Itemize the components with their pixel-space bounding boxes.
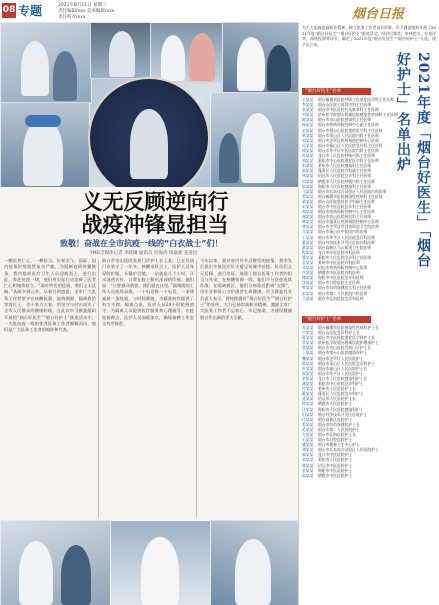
person-affiliation: 烟台市长岛综合试验区人民医院内科医师 xyxy=(318,188,387,194)
person-name: 王某某 xyxy=(302,97,314,102)
bottom-photo-strip xyxy=(0,520,298,605)
list-item xyxy=(302,296,438,301)
photo-collage xyxy=(0,22,298,187)
person-name: 程某某 xyxy=(302,249,314,255)
person-affiliation: 烟台市第二人民医院内科医师 xyxy=(318,290,368,296)
person-affiliation: 烟台市疾病预防控制中心副主任医师 xyxy=(318,122,379,128)
person-name: 林某某 xyxy=(302,173,314,179)
person-affiliation: 莱阳市人民医院急诊科主任医师 xyxy=(318,254,372,260)
person-affiliation: 烟台市北海医院护士长 xyxy=(318,431,356,437)
article-column-2 xyxy=(102,258,194,520)
nurses-list xyxy=(302,325,438,603)
person-affiliation: 烟台市牟平区人民医院护士 xyxy=(318,370,364,376)
person-affiliation: 海阳市中医医院护士 xyxy=(318,467,353,473)
subheadline: 致敬！奋战在全市抗疫一线的“白衣战士”们！ xyxy=(60,239,223,248)
person-name: 杨某某 xyxy=(302,122,314,128)
meta-line: 2021年8月11日 星期三 xyxy=(58,3,107,8)
person-affiliation: 海阳市中医医院急诊科医师 xyxy=(318,275,364,281)
person-name: 曹某某 xyxy=(302,254,314,260)
person-name: 于某某 xyxy=(302,234,314,240)
person-name: 蒋某某 xyxy=(302,335,314,341)
person-affiliation: 烟台市福山区中医院内科医师 xyxy=(318,229,368,235)
person-name: 傅某某 xyxy=(302,275,314,281)
person-name: 苏某某 xyxy=(302,325,314,330)
person-name: 戴某某 xyxy=(302,391,314,397)
person-name: 范某某 xyxy=(302,426,314,432)
person-name: 郑某某 xyxy=(302,209,314,215)
person-affiliation: 招远市中医医院护士 xyxy=(318,462,353,468)
person-name: 方某某 xyxy=(302,431,314,437)
person-affiliation: 烟台市精神卫生中心护士 xyxy=(318,442,360,448)
person-affiliation: 烟台市长岛综合试验区人民医院护士 xyxy=(318,447,379,453)
person-name: 赵某某 xyxy=(302,127,314,133)
person-affiliation: 烟台市烟台山医院感染科护士 xyxy=(318,350,368,356)
person-name: 姜某某 xyxy=(302,421,314,427)
person-affiliation: 烟台市芝罘区世回尧街道卫生院医师 xyxy=(318,224,379,230)
person-affiliation: 莱阳市中心医院急诊科护士 xyxy=(318,381,364,387)
person-affiliation: 海阳市人民医院感染科主任医师 xyxy=(318,183,372,189)
photo-nurse-blue-cap xyxy=(0,102,90,187)
photo-swab-sampling xyxy=(0,22,92,104)
person-affiliation: 栖霞市中医医院护士 xyxy=(318,472,353,478)
person-affiliation: 莱州市人民医院护士长 xyxy=(318,386,356,392)
section-number: 08 xyxy=(2,3,16,18)
person-name: 邓某某 xyxy=(302,265,314,271)
person-affiliation: 烟台毓璜顶医院感染性疾病科护士长 xyxy=(318,325,379,330)
person-name: 胡某某 xyxy=(302,158,314,164)
person-affiliation: 海阳市人民医院感染科护士 xyxy=(318,406,364,412)
article-text: 烟台市奇山医院发热门诊护士长王某，已在发热门诊坚守了一年多。核酸采样点上，医护人员身穿防护服，头戴护目镜，一站就是几个小时，汗水湿透衣衫，口罩在脸上勒出深深的印痕。他们说：“只要群众需要，我们就在这里。”流调组的工作人员连续奋战，一个电话接一个电话，一条线索接一条线索，与时间赛跑，为精准防控提供了有力支撑。隔离点里，医护人员24小时轮班值守，为隔离人员提供医疗服务和心理疏导。在疫苗接种点，医护人员加班加点，确保接种工作安全有序推进。 xyxy=(102,258,194,326)
newspaper-logo: 烟台日报 xyxy=(352,7,405,22)
person-affiliation: 烟台经济技术开发区医院护士 xyxy=(318,411,368,417)
person-name: 韩某某 xyxy=(302,219,314,225)
person-name: 谭某某 xyxy=(302,447,314,453)
person-name: 陆某某 xyxy=(302,472,314,478)
column-divider xyxy=(196,260,197,518)
headline-line-2: 战疫冲锋显担当 xyxy=(81,212,229,237)
photo-circle-inset xyxy=(88,77,210,187)
person-affiliation: 招远市人民医院护士长 xyxy=(318,396,356,402)
person-affiliation: 烟台市妇幼保健院护士长 xyxy=(318,421,360,427)
section-name: 专题 xyxy=(18,4,43,18)
person-affiliation: 莱阳市人民医院护士 xyxy=(318,457,353,463)
list-item xyxy=(302,473,438,478)
person-affiliation: 烟台市疾病预防控制中心主任医师 xyxy=(318,209,375,215)
person-name: 刘某某 xyxy=(302,112,314,118)
person-name: 何某某 xyxy=(302,178,314,184)
person-affiliation: 烟台市牟平区中医医院内科主任医师 xyxy=(318,147,379,153)
person-name: 汪某某 xyxy=(302,406,314,412)
article-text: 今年以来，面对省内外多点散发的疫情，我市先后派出多批医疗队支援兄弟城市抗疫。队员们义无反顾、逆行出征，展现了烟台医务工作者的担当与风采。在核酸检测一线，他们不分昼夜连续作战；在隔离病区，他们与病毒近距离“交锋”，用专业和爱心守护患者生命健康。市卫健委有关负责人表示，将持续做好“烟台好医生”“烟台好护士”的宣传，大力弘扬崇高职业精神，激励全市广大医务工作者不忘初心、牢记使命，为建设健康烟台作出新的更大贡献。 xyxy=(200,258,292,320)
photo-sampling-booth xyxy=(0,520,112,605)
photo-vaccination xyxy=(222,22,298,94)
person-name: 吕某某 xyxy=(302,295,314,301)
person-name: 张某某 xyxy=(302,107,314,113)
person-affiliation: 栖霞市人民医院护士 xyxy=(318,401,353,407)
person-name: 袁某某 xyxy=(302,260,314,265)
person-affiliation: 莱州市人民医院感染科主任医师 xyxy=(318,163,372,169)
person-name: 余某某 xyxy=(302,375,314,381)
nurses-list-header: “烟台好护士”名单 xyxy=(302,316,371,323)
person-affiliation: 莱阳市中心医院重症医学科主任医师 xyxy=(318,158,379,164)
person-affiliation: 烟台市奇山医院发热门诊护士长 xyxy=(318,345,372,351)
person-affiliation: 烟台市口腔医院主任医师 xyxy=(318,280,360,286)
photo-lab-work xyxy=(110,520,212,605)
person-name: 叶某某 xyxy=(302,365,314,371)
person-name: 姚某某 xyxy=(302,442,314,448)
doctors-list xyxy=(302,97,438,312)
person-affiliation: 烟台毓璜顶医院感染性疾病科主任医师 xyxy=(318,193,383,199)
person-affiliation: 烟台市芝罘区疾病预防控制中心医师 xyxy=(318,137,379,143)
person-affiliation: 烟台市烟台山医院重症医学科主任医师 xyxy=(318,127,383,133)
photo-test-tubes xyxy=(210,92,298,187)
person-name: 沈某某 xyxy=(302,280,314,286)
person-affiliation: 滨州医学院烟台附属医院护理部护士 xyxy=(318,340,379,346)
person-affiliation: 烟台高新区马山街道卫生院医师 xyxy=(318,244,372,250)
person-affiliation: 龙口市中医医院护士 xyxy=(318,452,353,458)
photo-nurses xyxy=(150,22,224,84)
person-affiliation: 烟台市奇山医院检验科主任技师 xyxy=(318,214,372,220)
headline-line-1: 义无反顾逆向行 xyxy=(81,189,229,214)
person-name: 冯某某 xyxy=(302,229,314,235)
person-name: 孙某某 xyxy=(302,153,314,159)
person-affiliation: 烟台经济技术开发区医院内科医师 xyxy=(318,239,375,245)
person-name: 朱某某 xyxy=(302,163,314,169)
list-intro: 为大力弘扬崇高职业精神，树立医务工作者良好形象，市卫健委组织开展了2021年度“烟台好医生”“烟台好护士”推选活动。经层层推荐、审核把关、专家评审、网络投票等环节，确定了2021年度“烟台好医生”“烟台好护士”人选，现予以公布。 xyxy=(302,25,436,47)
person-name: 唐某某 xyxy=(302,224,314,230)
person-name: 卢某某 xyxy=(302,330,314,336)
person-affiliation: 烟台市北海医院急诊科医师 xyxy=(318,295,364,301)
person-name: 贾某某 xyxy=(302,345,314,351)
person-affiliation: 烟台高新区医院护士 xyxy=(318,416,353,422)
article-column-3 xyxy=(200,258,292,520)
person-name: 夏某某 xyxy=(302,396,314,402)
person-affiliation: 烟台市第二人民医院护士 xyxy=(318,426,360,432)
person-affiliation: 龙口市人民医院呼吸内科主任医师 xyxy=(318,153,375,159)
person-affiliation: 烟台市妇幼保健院儿科主任医师 xyxy=(318,285,372,291)
photo-protective-suit xyxy=(210,520,298,605)
person-name: 高某某 xyxy=(302,168,314,174)
person-name: 梁某某 xyxy=(302,198,314,204)
person-affiliation: 栖霞市中医医院内科医师 xyxy=(318,270,360,276)
doctors-list-header: “烟台好医生”名单 xyxy=(302,88,371,95)
article-column-1 xyxy=(4,258,96,520)
person-name: 黄某某 xyxy=(302,132,314,138)
person-name: 萧某某 xyxy=(302,244,314,250)
person-affiliation: 招远市人民医院急诊科主任医师 xyxy=(318,173,372,179)
person-affiliation: 烟台毓璜顶医院呼吸与危重症医学科主任医师 xyxy=(318,97,394,102)
person-affiliation: 烟台山医院重症医学科副主任医师 xyxy=(318,198,375,204)
main-headline xyxy=(10,190,300,236)
byline: YMG全媒体记者 李晓琳 通讯员 宫海涛 周嘉惠 姜清昌 xyxy=(90,251,198,256)
person-affiliation: 龙口市中医医院内科医师 xyxy=(318,249,360,255)
person-name: 宋某某 xyxy=(302,203,314,209)
person-affiliation: 烟台市莱山区人民医院内科主任医师 xyxy=(318,132,379,138)
person-name: 许某某 xyxy=(302,270,314,276)
person-name: 李某某 xyxy=(302,102,314,108)
person-name: 杜某某 xyxy=(302,386,314,392)
column-divider xyxy=(98,260,99,518)
person-name: 罗某某 xyxy=(302,193,314,199)
person-name: 廖某某 xyxy=(302,452,314,458)
person-name: 陈某某 xyxy=(302,117,314,123)
person-name: 石某某 xyxy=(302,437,314,443)
person-affiliation: 烟台市蓬莱区疾病预防控制中心医师 xyxy=(318,219,379,225)
person-affiliation: 烟台市口腔医院护士 xyxy=(318,437,353,443)
article-text: 一颗医者仁心，一种担当。年初至今，国际、国内疫情形势依然复杂严峻，为阻断疫情传播链条，我市组织医疗卫生人员迎难而上，逆行出征，奔赴抗疫一线，他们用实际行动诠释了医者仁心和使命担当。“面对突发的疫情，我们义无反顾。”从除夕到元宵，从春日到盛夏，全市广大医务工作者坚守在核酸检测、流调溯源、隔离救治等岗位上，舍小家为大家，用坚守与付出筑牢了全市人民群众的健康防线。在此次市卫健委组织开展的“烟台好医生”“烟台好护士”推选活动中，一大批抗疫一线的优秀医务工作者脱颖而出，他们是广大医务工作者的缩影和代表。 xyxy=(4,258,96,333)
person-name: 吴某某 xyxy=(302,142,314,148)
person-affiliation: 莱州市中医医院内科医师 xyxy=(318,260,360,265)
person-affiliation: 烟台山医院急诊科护士长 xyxy=(318,330,360,336)
person-name: 田某某 xyxy=(302,411,314,417)
list-title: 2021年度「烟台好医生」「烟台好护士」名单出炉 xyxy=(395,52,431,268)
person-affiliation: 龙口市人民医院感染科护士长 xyxy=(318,375,368,381)
person-name: 谢某某 xyxy=(302,214,314,220)
person-name: 蔡某某 xyxy=(302,340,314,346)
person-affiliation: 烟台市牟平区人民医院急诊科医师 xyxy=(318,234,375,240)
person-affiliation: 栖霞市人民医院呼吸内科主任医师 xyxy=(318,178,375,184)
person-name: 魏某某 xyxy=(302,355,314,361)
meta-line: 责任编辑/xxx 美术编辑/xxx xyxy=(58,9,115,14)
person-name: 郭某某 xyxy=(302,183,314,189)
person-name: 金某某 xyxy=(302,467,314,473)
person-name: 周某某 xyxy=(302,137,314,143)
person-affiliation: 招远市疾病预防控制中心医师 xyxy=(318,265,368,271)
person-name: 任某某 xyxy=(302,416,314,422)
person-name: 钟某某 xyxy=(302,401,314,407)
person-affiliation: 烟台市中医医院急诊科主任医师 xyxy=(318,203,372,209)
person-affiliation: 烟台市芝罘区人民医院护士 xyxy=(318,355,364,361)
person-affiliation: 烟台市中医医院针灸推拿科主任医师 xyxy=(318,107,379,113)
person-affiliation: 滨州医学院烟台附属医院感染性疾病科主任医师 xyxy=(318,112,398,118)
person-affiliation: 烟台市福山区人民医院急诊科主任医师 xyxy=(318,142,383,148)
person-name: 马某某 xyxy=(302,188,314,194)
person-name: 潘某某 xyxy=(302,381,314,387)
person-name: 彭某某 xyxy=(302,290,314,296)
person-name: 阎某某 xyxy=(302,370,314,376)
person-affiliation: 烟台市中医医院重症医学科护士长 xyxy=(318,335,375,341)
person-affiliation: 蓬莱区人民医院内科副主任医师 xyxy=(318,168,372,174)
person-name: 董某某 xyxy=(302,239,314,245)
person-name: 邹某某 xyxy=(302,457,314,463)
person-name: 曾某某 xyxy=(302,285,314,291)
person-name: 薛某某 xyxy=(302,360,314,366)
person-name: 熊某某 xyxy=(302,462,314,468)
person-affiliation: 蓬莱区人民医院急诊科护士 xyxy=(318,391,364,397)
person-affiliation: 烟台市奇山医院感染科主任医师 xyxy=(318,117,372,123)
meta-line: 责任校对/xxx xyxy=(58,15,86,20)
person-affiliation: 烟台市福山区人民医院护士长 xyxy=(318,365,368,371)
person-affiliation: 烟台山医院心血管内科主任医师 xyxy=(318,102,372,108)
person-name: 丁某某 xyxy=(302,350,314,356)
person-affiliation: 烟台市莱山区人民医院急诊科护士 xyxy=(318,360,375,366)
photo-medical-staff xyxy=(90,22,152,79)
person-name: 徐某某 xyxy=(302,147,314,153)
